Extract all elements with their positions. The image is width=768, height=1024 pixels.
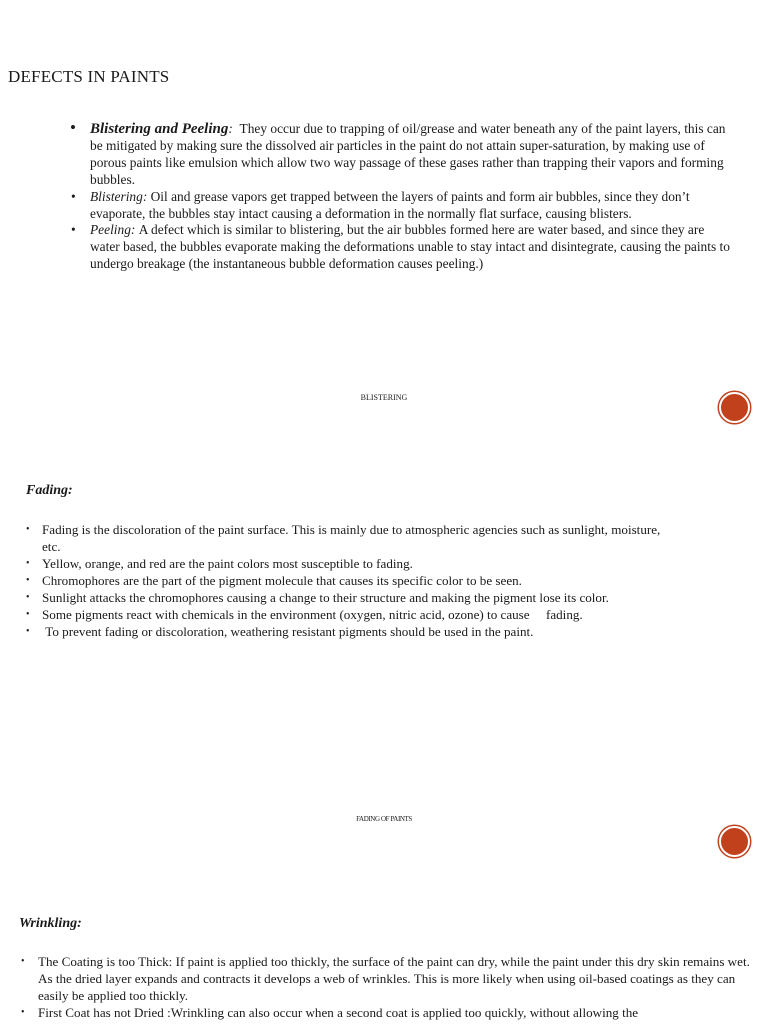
list-item [21,1004,750,1021]
wrinkling-list [21,953,750,1021]
list-item-text: Oil and grease vapors get trapped between the layers of paints and form air bubbles, since they don’t evaporate, the bubbles stay intact causing a deformation in the normally flat surface, causing blisters. [90,188,690,221]
fading-list [26,521,682,640]
bullet-icon: • [26,592,30,603]
bullet-icon: • [21,956,25,967]
list-item [26,589,682,606]
fading-caption: FADING OF PAINTS [356,815,412,823]
bullet-icon: • [21,1007,25,1018]
list-item-term: Peeling [90,222,131,238]
bullet-icon: • [71,188,76,204]
list-item-separator: : [130,222,139,238]
bullet-icon: • [70,118,76,137]
list-item [21,953,750,1004]
bullet-icon: • [26,558,30,569]
document-title: DEFECTS IN PAINTS [8,67,170,86]
list-item-separator: : [142,188,151,204]
list-item-term: Blistering [90,188,143,204]
list-item-text: They occur due to trapping of oil/grease and water beneath any of the paint layers, this can be mitigated by making sure the dissolved air particles in the paint do not attain super-saturation, by making use of porous paints like emulsion which allow two way passage of these gases rather than trapping their vapors and forming bubbles. [90,121,726,187]
list-item-text: Fading is the discoloration of the paint surface. This is mainly due to atmospheric agencies such as sunlight, moisture, etc. [42,522,661,554]
list-item-text: The Coating is too Thick: If paint is applied too thickly, the surface of the paint can dry, while the paint under this dry skin remains wet. As the dried layer expands and contracts it develops a web of wrinkles. This is more likely when using oil-based coatings as they can easily be applied too thickly. [38,954,750,1003]
orange-circle-icon [719,392,750,423]
bullet-icon: • [26,524,30,535]
list-item-separator: : [228,121,240,136]
bullet-icon: • [26,609,30,620]
bullet-icon: • [26,626,30,637]
blistering-caption: BLISTERING [360,393,408,402]
list-item [71,222,730,273]
list-item [70,118,730,189]
list-item-term: Blistering and Peeling [90,121,229,137]
list-item-text: To prevent fading or discoloration, weathering resistant pigments should be used in the paint. [42,624,534,639]
bullet-icon: • [26,575,30,586]
list-item [26,555,682,572]
fading-heading: Fading: [26,483,73,498]
list-item-text: Some pigments react with chemicals in the environment (oxygen, nitric acid, ozone) to cause fading. [42,607,583,622]
list-item [26,521,682,555]
wrinkling-heading: Wrinkling: [19,916,82,931]
list-item [26,572,682,589]
list-item-text: Chromophores are the part of the pigment molecule that causes its specific color to be seen. [42,573,522,588]
list-item-text: Sunlight attacks the chromophores causing a change to their structure and making the pigment lose its color. [42,590,609,605]
list-item [71,188,730,223]
blistering-peeling-list [70,118,730,273]
list-item-text: First Coat has not Dried :Wrinkling can also occur when a second coat is applied too quickly, without allowing the [38,1005,639,1020]
orange-circle-icon [719,826,750,857]
list-item-text: Yellow, orange, and red are the paint colors most susceptible to fading. [42,556,413,571]
bullet-icon: • [71,222,76,238]
list-item [26,623,682,640]
list-item [26,606,682,623]
list-item-text: A defect which is similar to blistering, but the air bubbles formed here are water based, and since they are water based, the bubbles evaporate making the deformations unable to stay intact and disintegrate, causing the paints to undergo breakage (the instantaneous bubble deformation causes peeling.) [90,222,730,272]
